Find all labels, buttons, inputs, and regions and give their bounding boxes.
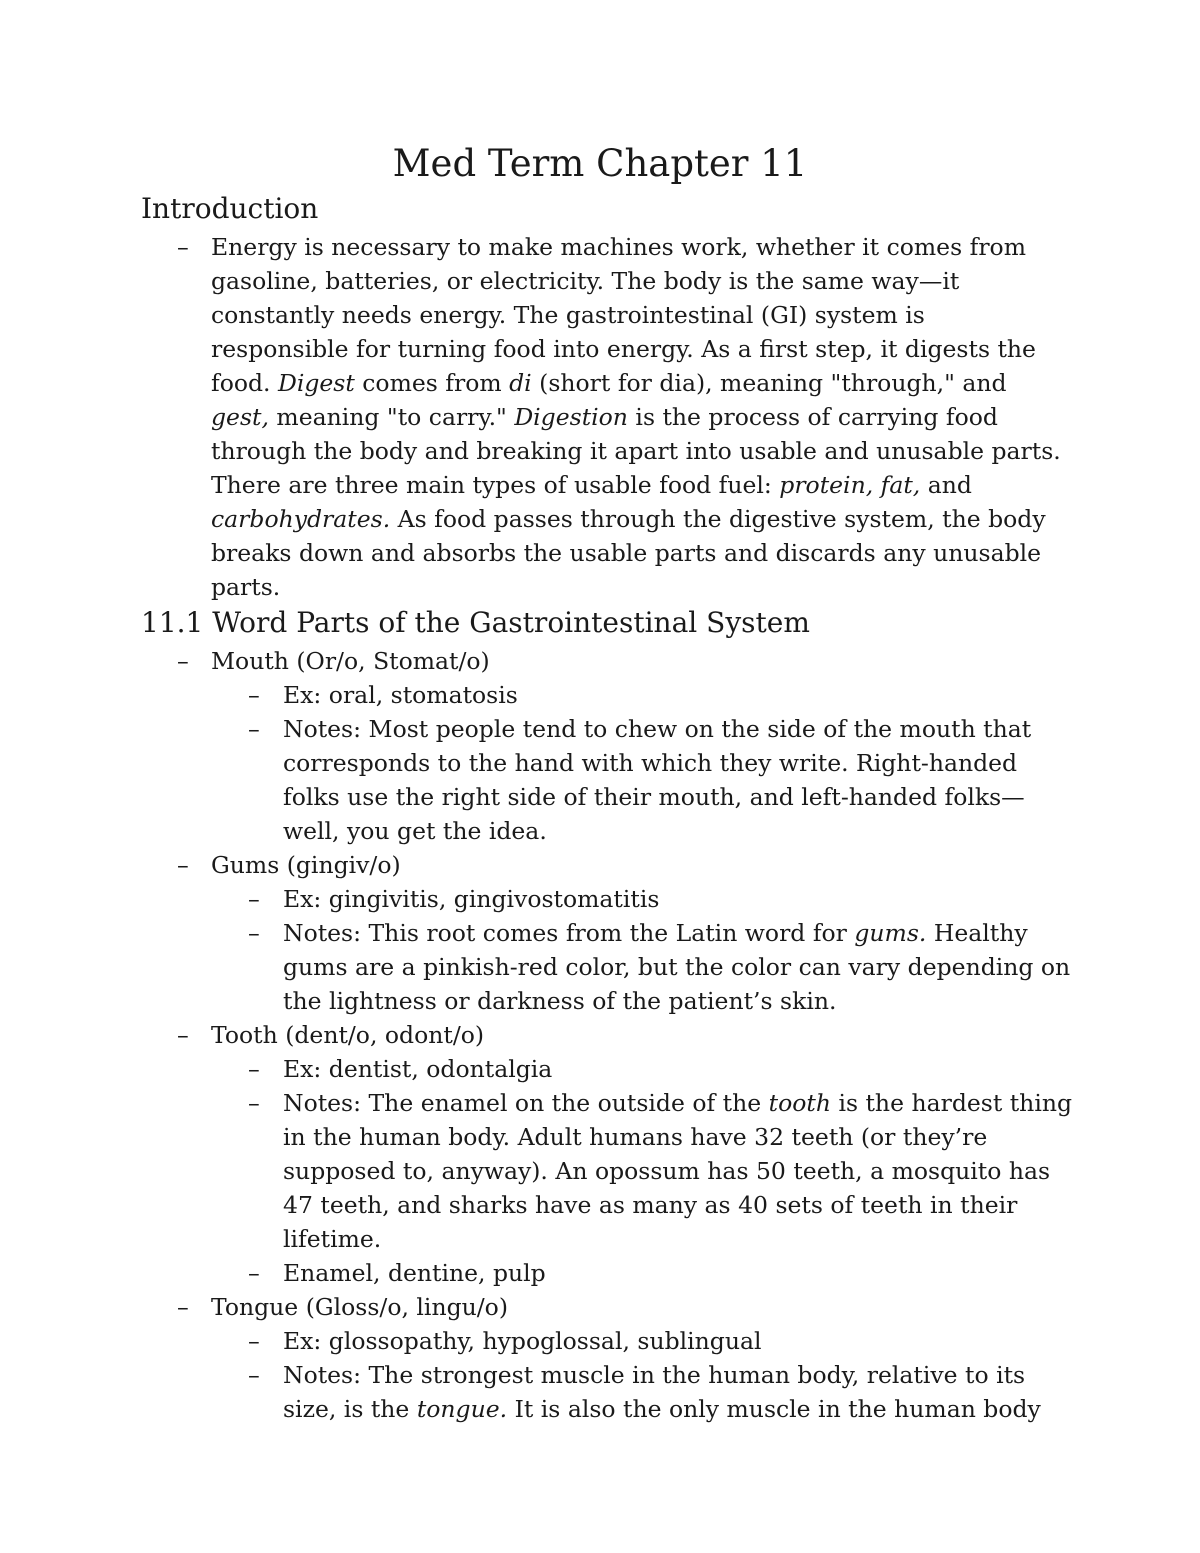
bullet-dash: – <box>248 919 260 947</box>
sub-list-item <box>141 678 1073 712</box>
bullet-dash: – <box>248 715 260 743</box>
list-item-text <box>283 1361 1041 1423</box>
italic-term: gums. <box>854 919 927 947</box>
sub-list-item <box>141 1256 1073 1290</box>
list-item-text <box>211 233 1061 601</box>
list-item-text <box>283 919 1070 1015</box>
text-run: It is also the only muscle in the human body <box>507 1395 1041 1423</box>
text-run: meaning "to carry." <box>268 403 515 431</box>
text-run: and <box>920 471 972 499</box>
bullet-dash: – <box>177 233 189 261</box>
section-heading: 11.1 Word Parts of the Gastrointestinal System <box>141 606 810 639</box>
italic-term: Digestion <box>514 403 628 431</box>
text-run: (short for dia), meaning "through," and <box>531 369 1007 397</box>
italic-term: di <box>509 369 532 397</box>
text-run: Notes: The enamel on the outside of the <box>283 1089 769 1117</box>
text-run: comes from <box>354 369 510 397</box>
text-run: Ex: oral, stomatosis <box>283 681 518 709</box>
text-run: Mouth (Or/o, Stomat/o) <box>211 647 490 675</box>
text-run: Energy is necessary to make machines work, whether it comes from gasoline, batteries, or electricity. The body is the same way—it constantly needs energy. The gastrointestinal (GI) system is responsible for turning food into energy. As a first step, it digests the food. <box>211 233 1036 397</box>
italic-term: gest, <box>211 403 269 431</box>
list-item-text <box>283 885 659 913</box>
italic-term: carbohydrates. <box>211 505 391 533</box>
italic-term: tooth <box>768 1089 831 1117</box>
list-item <box>141 1018 1061 1052</box>
document-body <box>141 190 1101 1426</box>
text-run: is the hardest thing in the human body. Adult humans have 32 teeth (or they’re supposed to, anyway). An opossum has 50 teeth, a mosquito has 47 teeth, and sharks have as many as 40 sets of teeth in their lifetime. <box>283 1089 1073 1253</box>
list-item <box>141 1290 1061 1324</box>
sub-list-item <box>141 882 1073 916</box>
text-run: Enamel, dentine, pulp <box>283 1259 546 1287</box>
list-item-text <box>283 681 518 709</box>
list-item-text <box>211 647 490 675</box>
bullet-dash: – <box>177 1021 189 1049</box>
text-run: Tooth (dent/o, odont/o) <box>211 1021 485 1049</box>
list-item-text <box>283 1089 1072 1253</box>
text-run: Notes: Most people tend to chew on the side of the mouth that corresponds to the hand with which they write. Right-handed folks use the right side of their mouth, and left-handed folks—well, you get the idea. <box>283 715 1032 845</box>
list-item <box>141 644 1061 678</box>
list-item-text <box>283 715 1031 845</box>
text-run: is the process of carrying food through the body and breaking it apart into usable and unusable parts. There are three main types of usable food fuel: <box>211 403 1061 499</box>
list-item <box>141 230 1061 604</box>
text-run: As food passes through the digestive system, the body breaks down and absorbs the usable parts and discards any unusable parts. <box>211 505 1046 601</box>
sub-list-item <box>141 1324 1073 1358</box>
list-item-text <box>283 1259 546 1287</box>
text-run: Notes: This root comes from the Latin word for <box>283 919 855 947</box>
list-item-text <box>211 1021 484 1049</box>
text-run: Ex: gingivitis, gingivostomatitis <box>283 885 660 913</box>
bullet-dash: – <box>248 1327 260 1355</box>
bullet-dash: – <box>248 1361 260 1389</box>
bullet-dash: – <box>248 1259 260 1287</box>
sub-list-item <box>141 1052 1073 1086</box>
bullet-dash: – <box>177 647 189 675</box>
text-run: Healthy gums are a pinkish-red color, but the color can vary depending on the lightness or darkness of the patient’s skin. <box>283 919 1071 1015</box>
bullet-dash: – <box>248 1089 260 1117</box>
sub-list-item <box>141 1358 1073 1426</box>
list-item-text <box>283 1055 552 1083</box>
text-run: Notes: The strongest muscle in the human body, relative to its size, is the <box>283 1361 1026 1423</box>
text-run: Ex: glossopathy, hypoglossal, sublingual <box>283 1327 762 1355</box>
list-item <box>141 848 1061 882</box>
sub-list-item <box>141 1086 1073 1256</box>
sub-list-item <box>141 712 1073 848</box>
section-heading: Introduction <box>141 192 319 225</box>
text-run: Ex: dentist, odontalgia <box>283 1055 553 1083</box>
bullet-dash: – <box>248 681 260 709</box>
list-item-text <box>211 1293 508 1321</box>
text-run: Gums (gingiv/o) <box>211 851 401 879</box>
sub-list-item <box>141 916 1073 1018</box>
bullet-dash: – <box>248 1055 260 1083</box>
list-item-text <box>211 851 401 879</box>
bullet-dash: – <box>177 1293 189 1321</box>
italic-term: Digest <box>277 369 355 397</box>
bullet-dash: – <box>248 885 260 913</box>
italic-term: tongue. <box>416 1395 508 1423</box>
list-item-text <box>283 1327 762 1355</box>
text-run: Tongue (Gloss/o, lingu/o) <box>211 1293 508 1321</box>
italic-term: protein, fat, <box>779 471 921 499</box>
document-title: Med Term Chapter 11 <box>392 142 808 185</box>
bullet-dash: – <box>177 851 189 879</box>
